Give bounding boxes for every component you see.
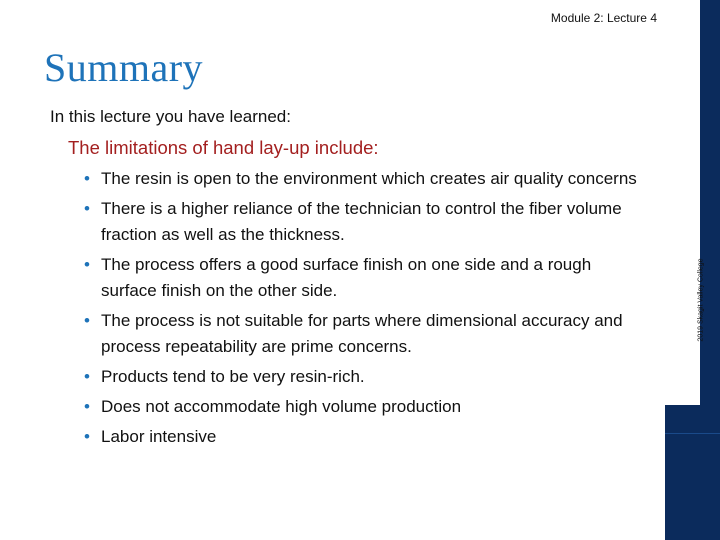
- bullet-text: The process offers a good surface finish on one side and a rough surface finish on the other side.: [101, 255, 592, 300]
- bullet-text: Does not accommodate high volume production: [101, 397, 462, 416]
- intro-text: In this lecture you have learned:: [50, 107, 291, 126]
- bullet-dot-icon: •: [84, 169, 90, 188]
- bullet-item: [84, 424, 644, 450]
- bullet-text: There is a higher reliance of the technician to control the fiber volume fraction as well as the thickness.: [101, 199, 622, 244]
- bullet-text: The resin is open to the environment which creates air quality concerns: [101, 169, 637, 188]
- limitations-subheading: The limitations of hand lay-up include:: [68, 137, 379, 158]
- bullet-item: [84, 166, 644, 192]
- bullet-dot-icon: •: [84, 397, 90, 416]
- bullet-item: [84, 252, 644, 304]
- bullet-text: Labor intensive: [101, 427, 217, 446]
- sidebar-band: [665, 0, 720, 540]
- bullet-list: [84, 166, 644, 454]
- bullet-dot-icon: •: [84, 427, 90, 446]
- copyright-vertical: 2019 Skagit Valley College: [697, 258, 705, 342]
- bullet-item: [84, 308, 644, 360]
- sidebar-white-block: [665, 0, 700, 405]
- slide-title: Summary: [44, 45, 204, 90]
- bullet-item: [84, 364, 644, 390]
- bullet-item: [84, 196, 644, 248]
- bullet-text: The process is not suitable for parts where dimensional accuracy and process repeatability are prime concerns.: [101, 311, 623, 356]
- module-label: Module 2: Lecture 4: [550, 11, 657, 25]
- bullet-item: [84, 394, 644, 420]
- bullet-dot-icon: •: [84, 311, 90, 330]
- bullet-dot-icon: •: [84, 367, 90, 386]
- bullet-dot-icon: •: [84, 255, 90, 274]
- bullet-text: Products tend to be very resin-rich.: [101, 367, 365, 386]
- bullet-dot-icon: •: [84, 199, 90, 218]
- sidebar-divider: [665, 433, 720, 434]
